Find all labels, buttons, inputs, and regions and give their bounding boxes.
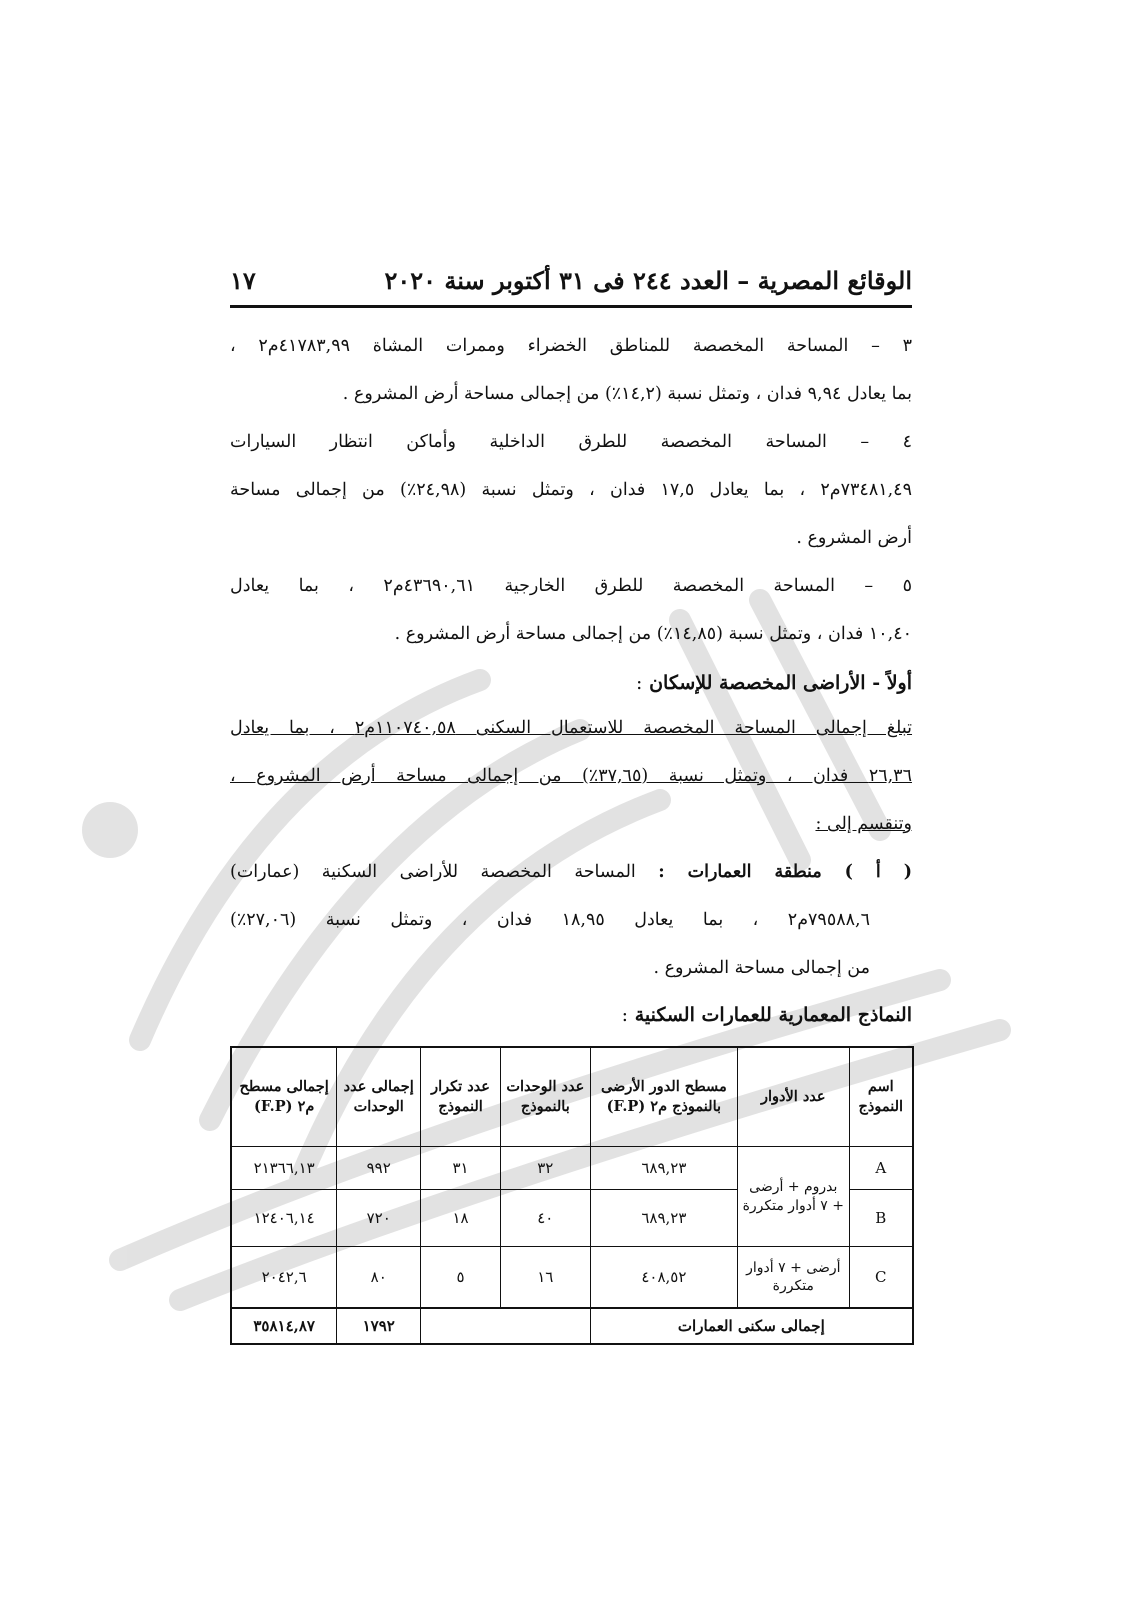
col-header-model-name: اسم النموذج	[849, 1047, 913, 1147]
paragraph-line: ٥ – المساحة المخصصة للطرق الخارجية ٤٣٦٩٠,٦١م٢ ، بما يعادل	[230, 576, 912, 596]
cell-floors: بدروم + أرضى + ٧ أدوار متكررة	[738, 1147, 850, 1247]
cell-repeat: ٣١	[421, 1147, 501, 1190]
paragraph-line: ٧٣٤٨١,٤٩م٢ ، بما يعادل ١٧,٥ فدان ، وتمثل نسبة (٢٤,٩٨٪) من إجمالى مساحة	[230, 480, 912, 500]
col-header-repetitions: عدد تكرار النموذج	[421, 1047, 501, 1147]
cell-floors: أرضى + ٧ أدوار متكررة	[738, 1247, 850, 1309]
table-row	[231, 1147, 913, 1190]
total-label: إجمالى سكنى العمارات	[590, 1308, 913, 1344]
col-header-total-area: إجمالى مسطح م٢ (F.P)	[231, 1047, 337, 1147]
cell-model: B	[849, 1190, 913, 1247]
col-header-ground-area: مسطح الدور الأرضى بالنموذج م٢ (F.P)	[590, 1047, 737, 1147]
zone-a-text: المساحة المخصصة للأراضى السكنية (عمارات)	[230, 862, 636, 882]
paragraph-line: بما يعادل ٩,٩٤ فدان ، وتمثل نسبة (١٤,٢٪) من إجمالى مساحة أرض المشروع .	[342, 384, 912, 404]
col-header-floors: عدد الأدوار	[738, 1047, 850, 1147]
col-header-total-units: إجمالى عدد الوحدات	[337, 1047, 421, 1147]
cell-units: ٤٠	[500, 1190, 590, 1247]
cell-ground-area: ٤٠٨,٥٢	[590, 1247, 737, 1309]
cell-model: C	[849, 1247, 913, 1309]
cell-total-units: ٩٩٢	[337, 1147, 421, 1190]
page-number: ١٧	[230, 265, 256, 295]
zone-a-label: ( أ ) منطقة العمارات :	[658, 862, 912, 882]
total-empty-cell	[421, 1308, 591, 1344]
table-total-row	[231, 1308, 913, 1344]
table-row	[231, 1247, 913, 1309]
cell-total-area: ١٢٤٠٦,١٤	[231, 1190, 337, 1247]
watermark-dot	[82, 802, 138, 858]
cell-total-area: ٢٠٤٢,٦	[231, 1247, 337, 1309]
cell-total-units: ٨٠	[337, 1247, 421, 1309]
housing-line	[230, 814, 912, 835]
housing-line: ٢٦,٣٦ فدان ، وتمثل نسبة (٣٧,٦٥٪) من إجمالى مساحة أرض المشروع ،	[230, 766, 912, 786]
housing-line: تبلغ إجمالى المساحة المخصصة للاستعمال السكنى ١١٠٧٤٠,٥٨م٢ ، بما يعادل	[230, 718, 913, 738]
total-units: ١٧٩٢	[337, 1308, 421, 1344]
zone-a-line: ٧٩٥٨٨,٦م٢ ، بما يعادل ١٨,٩٥ فدان ، وتمثل نسبة (٢٧,٠٦٪)	[230, 910, 870, 930]
page-header	[230, 255, 912, 305]
section-heading-title: أولاً - الأراضى المخصصة للإسكان	[649, 672, 912, 694]
col-header-units-per-model: عدد الوحدات بالنموذج	[500, 1047, 590, 1147]
paragraph-line: أرض المشروع .	[796, 528, 912, 548]
paragraph-line: ١٠,٤٠ فدان ، وتمثل نسبة (١٤,٨٥٪) من إجمالى مساحة أرض المشروع .	[394, 624, 912, 644]
paragraph-line: ٣ – المساحة المخصصة للمناطق الخضراء وممرات المشاة ٤١٧٨٣,٩٩م٢ ،	[230, 336, 912, 356]
cell-repeat: ٥	[421, 1247, 501, 1309]
section-heading-colon: :	[636, 672, 643, 694]
cell-total-area: ٢١٣٦٦,١٣	[231, 1147, 337, 1190]
cell-units: ٣٢	[500, 1147, 590, 1190]
gazette-title: الوقائع المصرية – العدد ٢٤٤ فى ٣١ أكتوبر سنة ٢٠٢٠	[384, 265, 912, 295]
cell-model: A	[849, 1147, 913, 1190]
cell-ground-area: ٦٨٩,٢٣	[590, 1190, 737, 1247]
table-heading	[230, 1004, 912, 1027]
models-table	[230, 1046, 914, 1345]
total-area: ٣٥٨١٤,٨٧	[231, 1308, 337, 1344]
table-heading-colon: :	[621, 1004, 629, 1026]
cell-ground-area: ٦٨٩,٢٣	[590, 1147, 737, 1190]
table-header-row	[231, 1047, 913, 1147]
cell-repeat: ١٨	[421, 1190, 501, 1247]
section-heading	[230, 672, 912, 695]
zone-a-line	[230, 862, 912, 883]
housing-line-text: وتنقسم إلى :	[815, 814, 912, 834]
table-heading-title: النماذج المعمارية للعمارات السكنية	[634, 1004, 912, 1026]
header-divider	[230, 305, 912, 308]
paragraph-line: ٤ – المساحة المخصصة للطرق الداخلية وأماكن انتظار السيارات	[230, 432, 912, 452]
zone-a-line: من إجمالى مساحة المشروع .	[653, 958, 870, 978]
cell-total-units: ٧٢٠	[337, 1190, 421, 1247]
cell-units: ١٦	[500, 1247, 590, 1309]
models-table-wrap	[230, 1046, 914, 1345]
